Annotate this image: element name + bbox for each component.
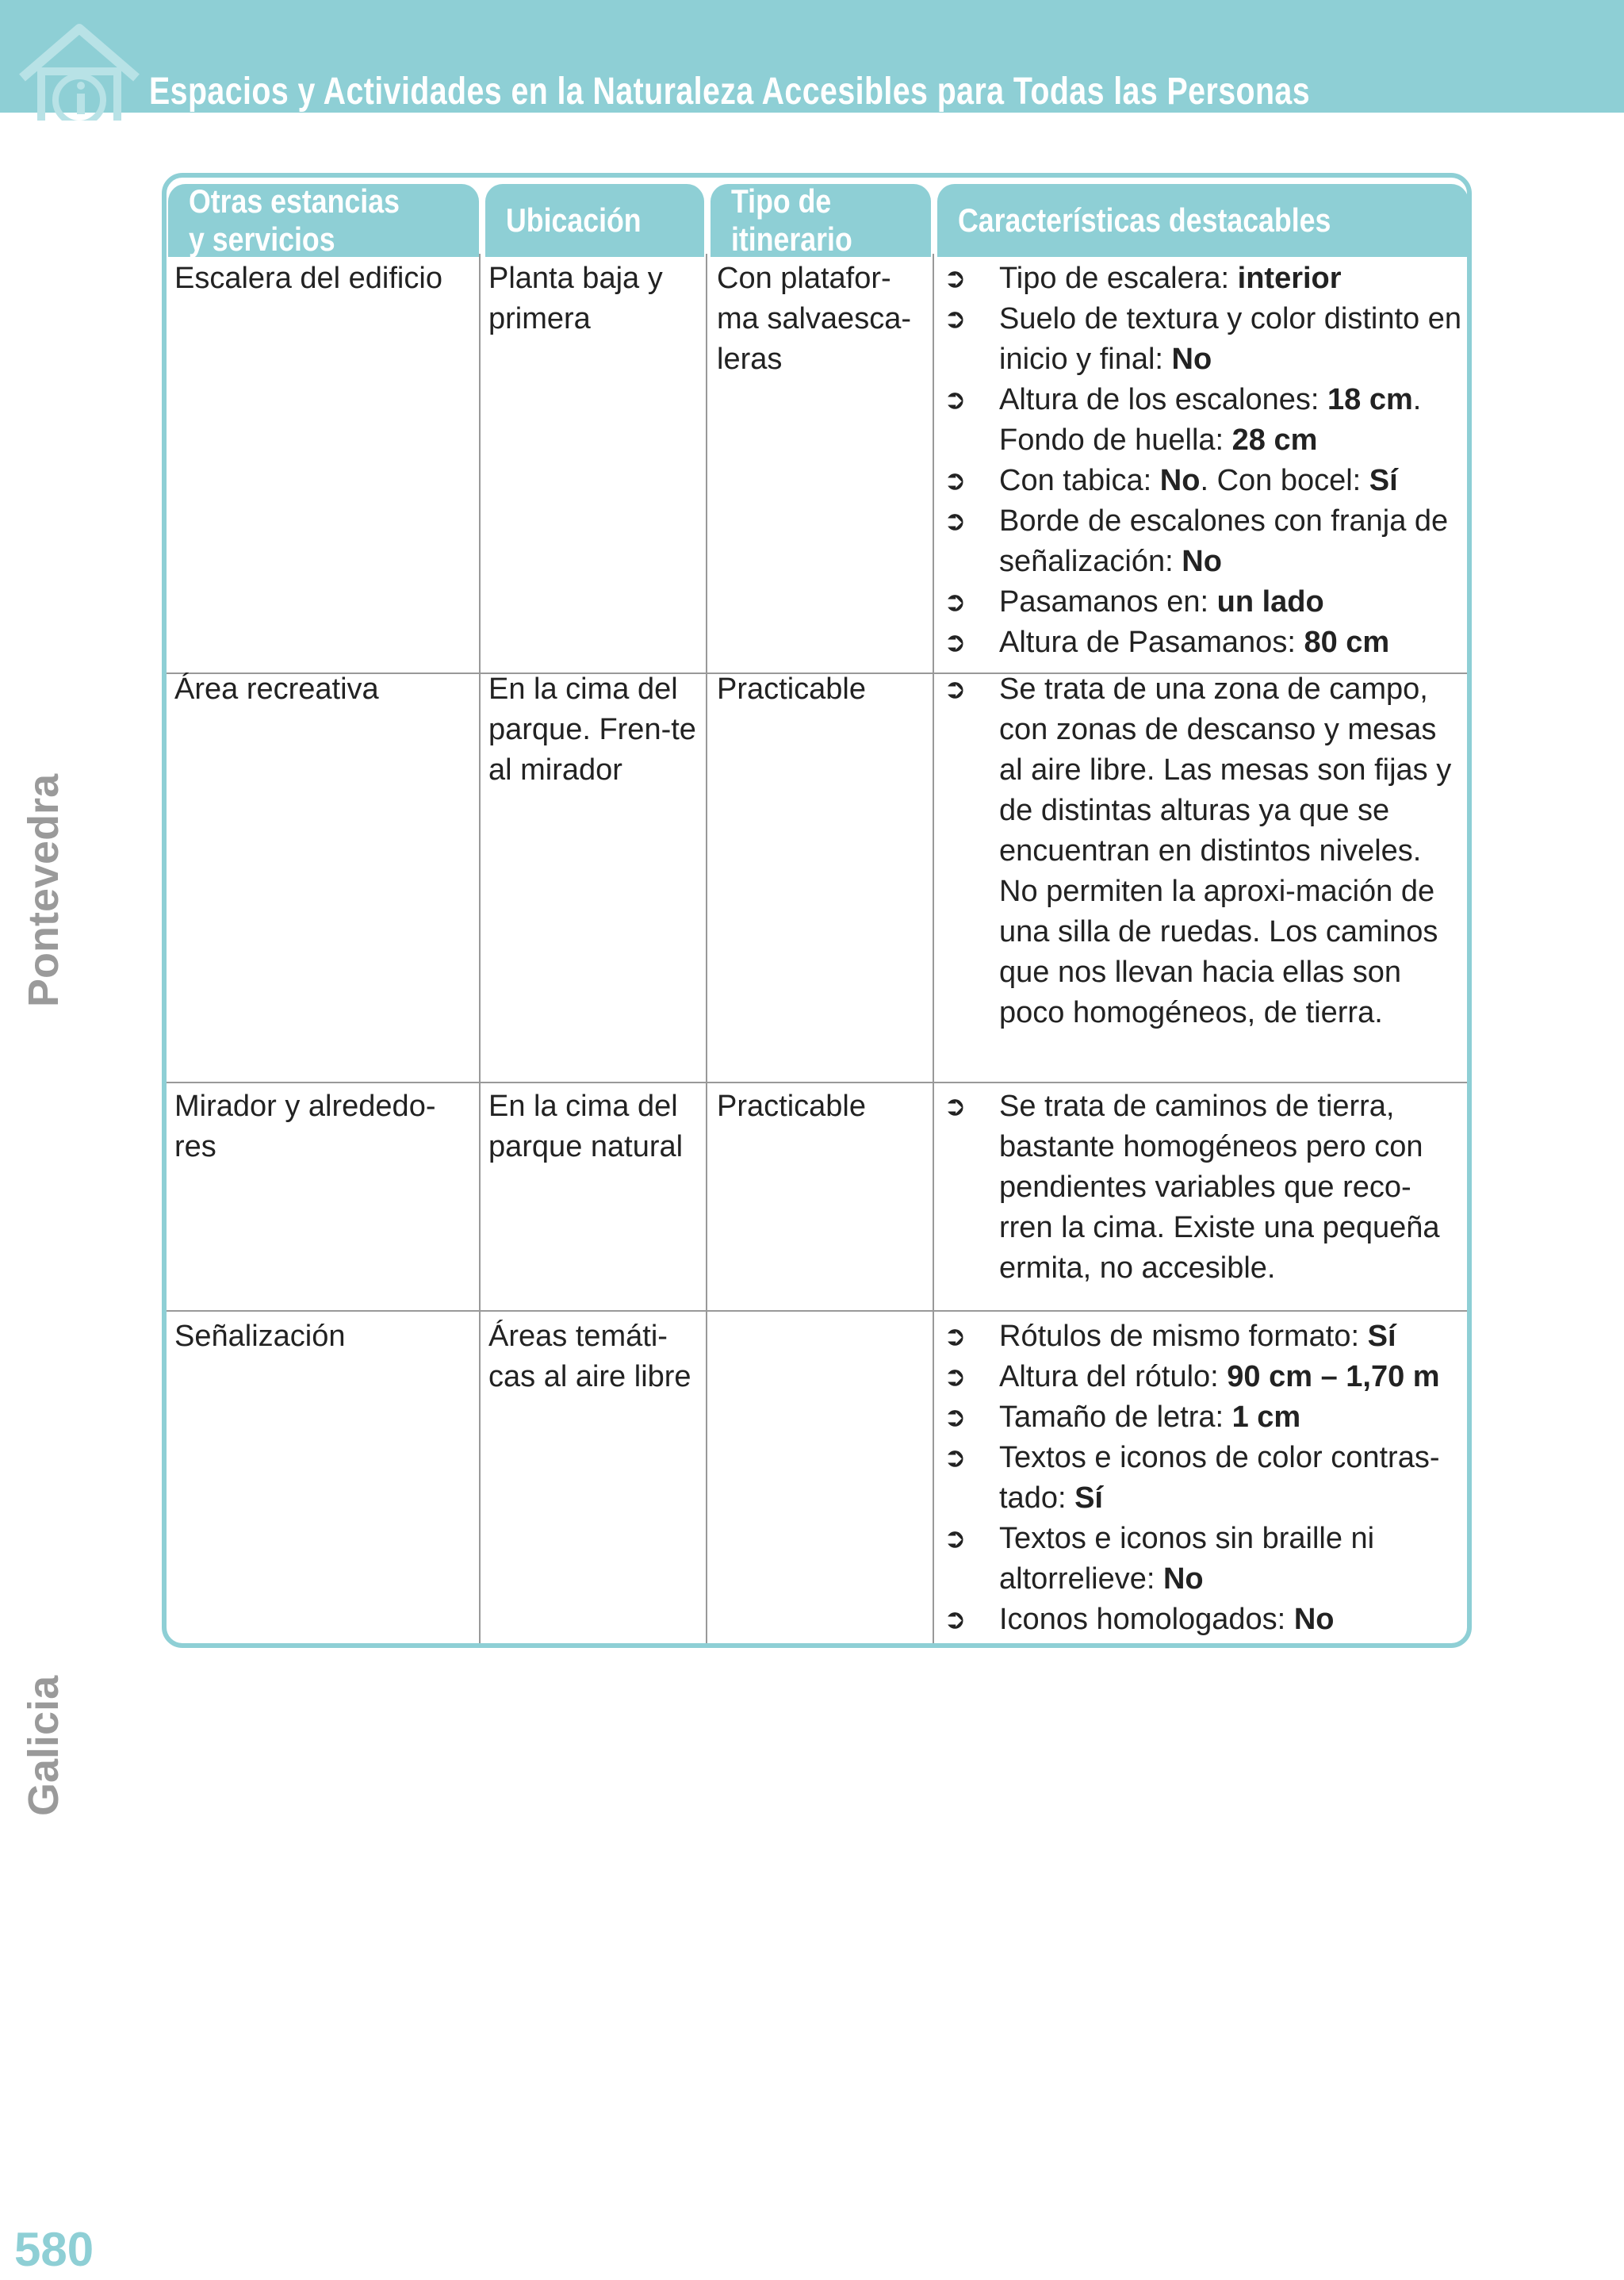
row-divider (167, 1082, 1467, 1083)
feature-text: Se trata de caminos de tierra, bastante homogéneos pero con pendientes variables que reco-rren la cima. Existe una pequeña ermita, no accesible. (999, 1090, 1440, 1285)
feature-item (944, 582, 1464, 623)
column-divider (479, 254, 481, 1643)
feature-item (944, 299, 1464, 380)
table-cell-service: Escalera del edificio (174, 262, 442, 295)
table-cell-features (944, 669, 1464, 1033)
feature-value: No (1293, 1603, 1335, 1636)
table-cell-route-type: Practicable (717, 673, 866, 706)
table-cell-features (944, 259, 1464, 663)
feature-text: Tamaño de letra: (999, 1401, 1232, 1434)
feature-text: Pasamanos en: (999, 585, 1217, 619)
table-cell-service: Área recreativa (174, 673, 379, 706)
feature-text: Textos e iconos sin braille ni altorrelieve: (999, 1522, 1375, 1596)
table-cell-features (944, 1086, 1464, 1289)
feature-item (944, 1086, 1464, 1289)
feature-value: No (1171, 343, 1212, 376)
feature-text: Altura de los escalones: (999, 383, 1328, 416)
feature-value: Sí (1367, 1320, 1396, 1353)
feature-value: No (1182, 545, 1222, 578)
feature-item (944, 1316, 1464, 1357)
feature-value: No (1159, 464, 1201, 497)
feature-value: 28 cm (1231, 423, 1318, 457)
feature-item (944, 1438, 1464, 1519)
feature-value: No (1162, 1562, 1204, 1596)
feature-text: Altura de Pasamanos: (999, 626, 1304, 659)
table-cell-service: Señalización (174, 1320, 346, 1353)
house-info-icon (16, 22, 143, 121)
feature-text: Tipo de escalera: (999, 262, 1238, 295)
table-cell-location: Planta baja y primera (488, 262, 663, 335)
row-divider (167, 1310, 1467, 1312)
feature-text: Rótulos de mismo formato: (999, 1320, 1368, 1353)
feature-value: 1 cm (1231, 1401, 1301, 1434)
column-divider (933, 254, 934, 1643)
feature-item (944, 501, 1464, 582)
feature-item (944, 1397, 1464, 1438)
feature-text: Se trata de una zona de campo, con zonas de descanso y mesas al aire libre. Las mesas son fijas y de distintas alturas ya que se encuentran en distintos niveles. No permiten la aproxi-mación de una silla de ruedas. Los caminos que nos llevan hacia ellas son poco homogéneos, de tierra. (999, 673, 1452, 1029)
feature-item (944, 669, 1464, 1033)
region-label: Galicia (20, 1675, 67, 1816)
column-divider (706, 254, 707, 1643)
feature-value: Sí (1074, 1481, 1103, 1515)
feature-item (944, 461, 1464, 501)
feature-value: un lado (1216, 585, 1324, 619)
feature-item (944, 380, 1464, 461)
table-cell-features (944, 1316, 1464, 1640)
column-header-services: Otras estancias y servicios (168, 184, 479, 257)
feature-text: Suelo de textura y color distinto en inicio y final: (999, 302, 1462, 376)
province-label: Pontevedra (20, 773, 67, 1007)
feature-item (944, 259, 1464, 299)
column-header-route-type: Tipo de itinerario (710, 184, 931, 257)
page-number: 580 (14, 2223, 94, 2276)
feature-text: Altura del rótulo: (999, 1360, 1228, 1393)
accessibility-table (162, 173, 1472, 1648)
header-band (0, 0, 1624, 113)
feature-item (944, 1357, 1464, 1397)
table-cell-location: Áreas temáti-cas al aire libre (488, 1320, 691, 1393)
table-cell-service: Mirador y alrededo-res (174, 1090, 436, 1163)
table-cell-location: En la cima del parque natural (488, 1090, 684, 1163)
feature-text: Con tabica: (999, 464, 1160, 497)
table-cell-location: En la cima del parque. Fren-te al mirador (488, 673, 696, 787)
feature-value: 80 cm (1304, 626, 1390, 659)
feature-text: . Con bocel: (1200, 464, 1369, 497)
table-cell-route-type: Con platafor-ma salvaesca-leras (717, 262, 911, 376)
feature-item (944, 1600, 1464, 1640)
feature-text: . Fondo de huella: (999, 383, 1422, 457)
page-header-title: Espacios y Actividades en la Naturaleza Accesibles para Todas las Personas (149, 71, 1311, 113)
feature-item (944, 1519, 1464, 1600)
feature-value: interior (1237, 262, 1342, 295)
feature-value: 18 cm (1327, 383, 1413, 416)
feature-value: 90 cm – 1,70 m (1227, 1360, 1440, 1393)
column-header-location: Ubicación (485, 184, 704, 257)
feature-text: Borde de escalones con franja de señalización: (999, 504, 1449, 578)
table-cell-route-type: Practicable (717, 1090, 866, 1123)
column-header-features: Características destacables (937, 184, 1469, 257)
feature-item (944, 623, 1464, 663)
feature-text: Iconos homologados: (999, 1603, 1294, 1636)
feature-value: Sí (1369, 464, 1398, 497)
feature-text: Textos e iconos de color contras-tado: (999, 1441, 1440, 1515)
